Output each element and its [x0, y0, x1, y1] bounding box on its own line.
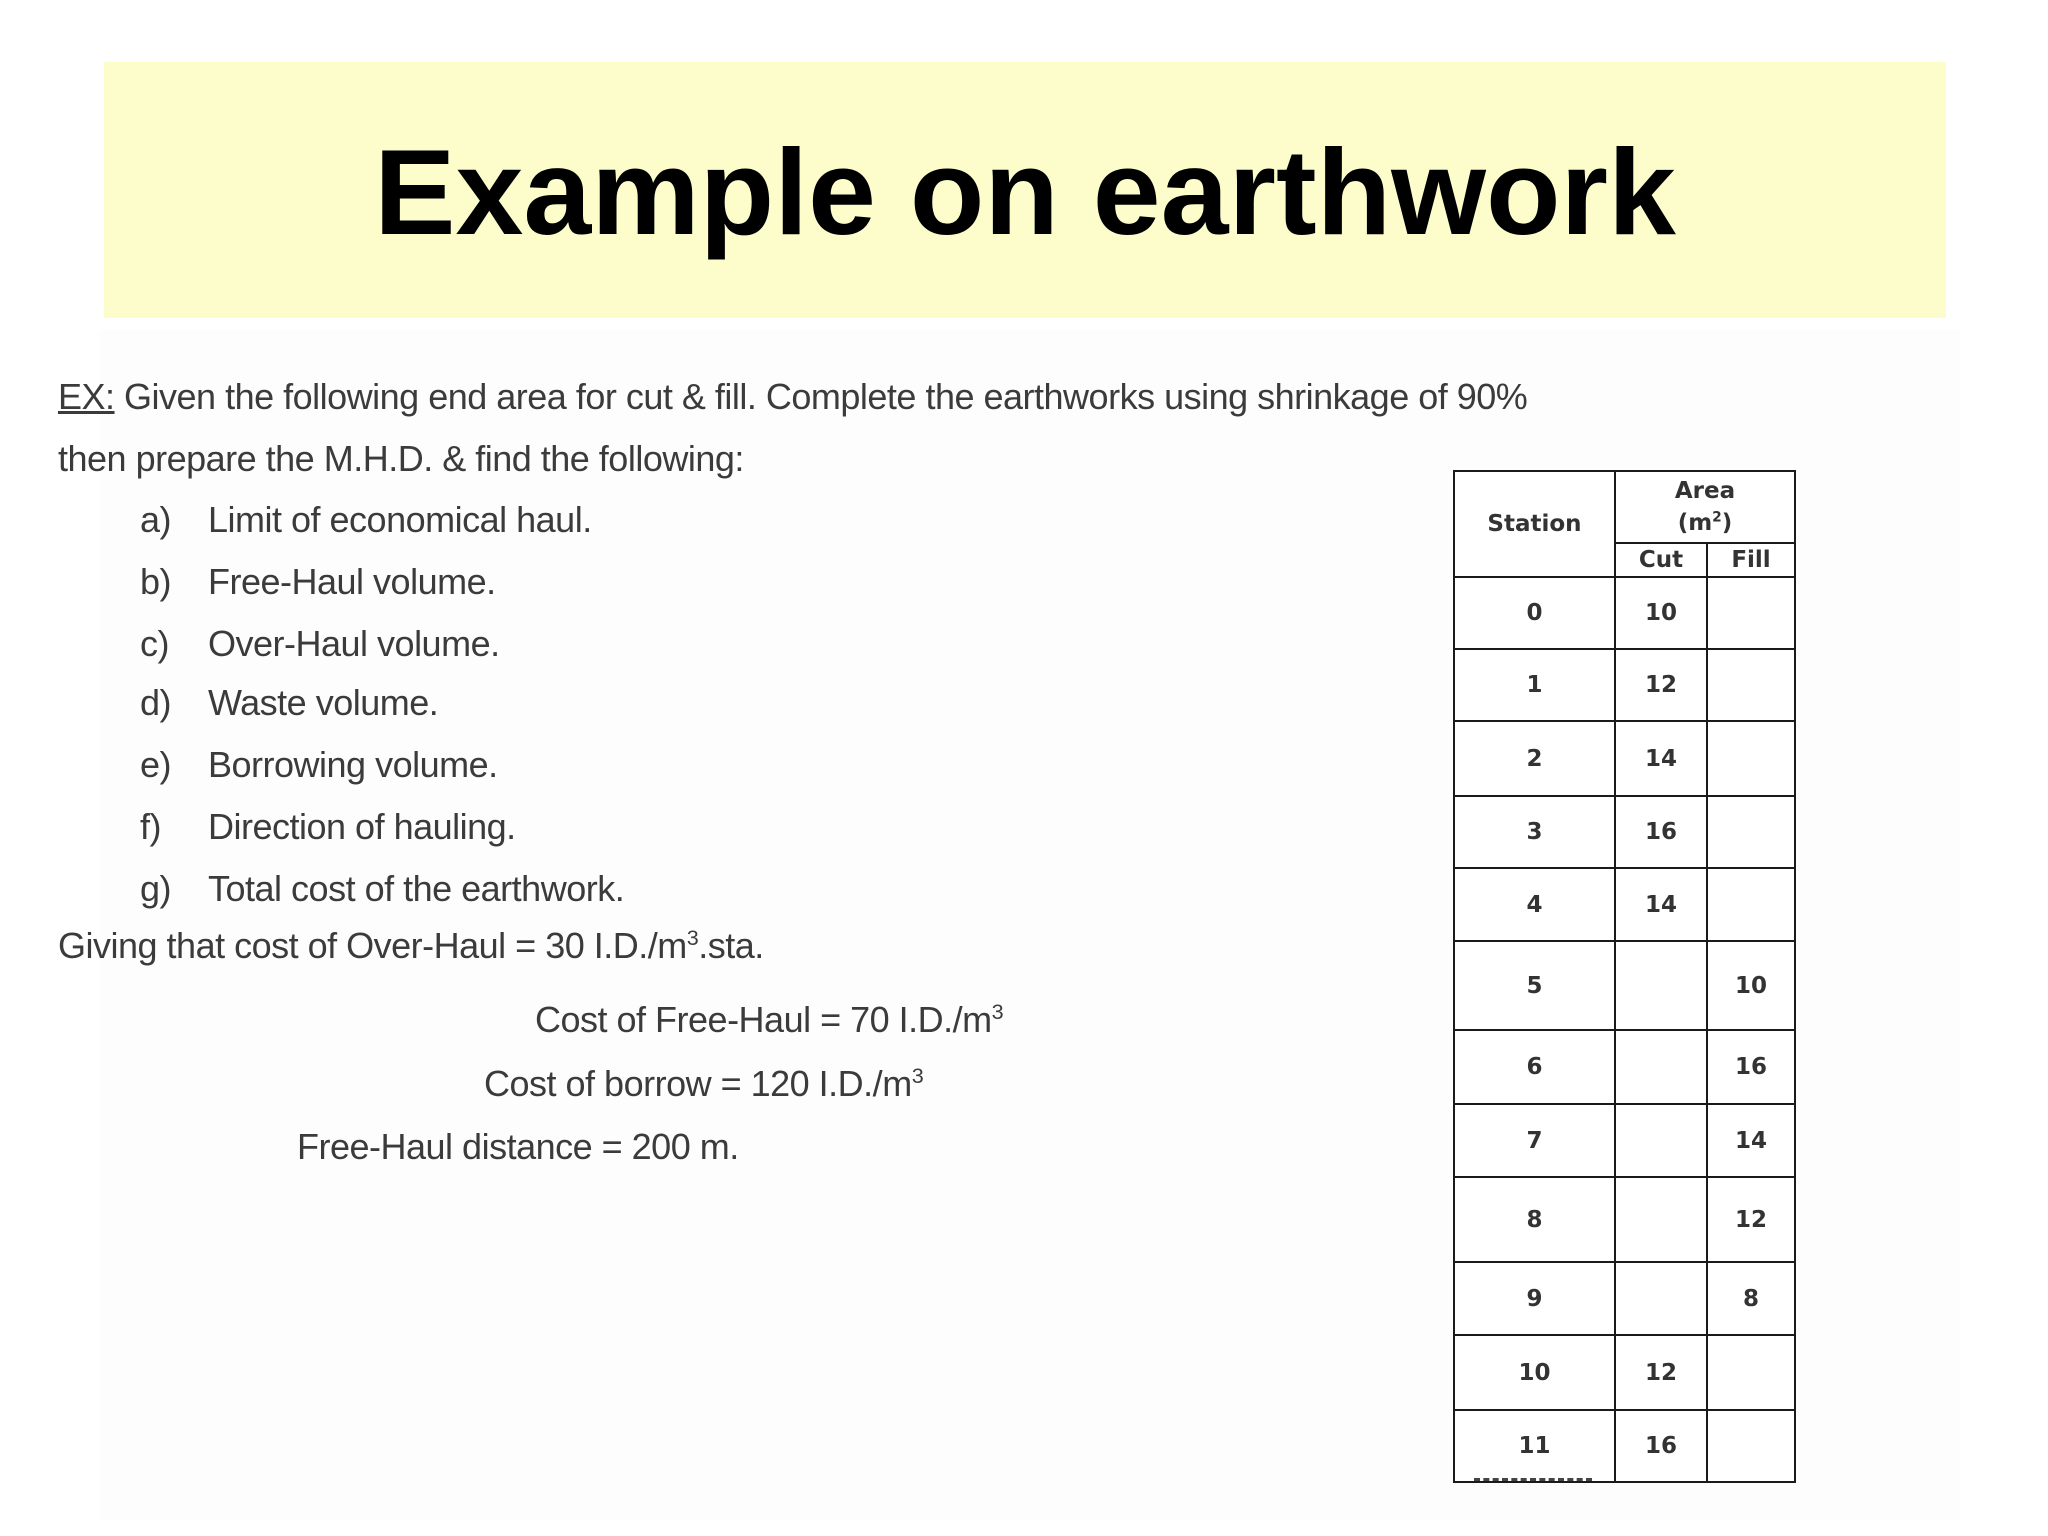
table-row [1454, 941, 1795, 1030]
slide-title: Example on earthwork [374, 124, 1676, 260]
ex-label: EX: [58, 376, 115, 417]
station-cell: 1 [1454, 649, 1615, 721]
item-letter: b) [140, 561, 172, 602]
fill-cell [1707, 868, 1795, 941]
fill-cell: 14 [1707, 1104, 1795, 1177]
table-row [1454, 1410, 1795, 1482]
item-text: Free-Haul volume. [208, 561, 496, 602]
cut-cell [1615, 1177, 1707, 1262]
station-cell: 3 [1454, 796, 1615, 868]
cut-cell: 10 [1615, 577, 1707, 649]
cut-cell [1615, 1104, 1707, 1177]
item-text: Limit of economical haul. [208, 499, 592, 540]
end-area-table [1453, 470, 1796, 1483]
borrow-cost [484, 1062, 923, 1106]
table-row [1454, 1262, 1795, 1335]
station-cell: 6 [1454, 1030, 1615, 1104]
station-cell: 2 [1454, 721, 1615, 796]
item-letter: c) [140, 623, 169, 664]
intro-line-1 [58, 375, 1527, 419]
cut-cell [1615, 941, 1707, 1030]
fill-cell [1707, 649, 1795, 721]
station-cell: 11 [1454, 1410, 1615, 1482]
cut-cell: 12 [1615, 1335, 1707, 1410]
borrow-cost-text: Cost of borrow = 120 I.D./m [484, 1063, 912, 1104]
item-text: Over-Haul volume. [208, 623, 500, 664]
station-cell: 0 [1454, 577, 1615, 649]
item-letter: d) [140, 682, 172, 723]
table-header-row [1454, 471, 1795, 543]
cropped-text-fragment [1474, 1478, 1592, 1489]
borrow-cost-sup: 3 [911, 1063, 924, 1088]
title-band [104, 62, 1946, 318]
overhaul-cost-sup: 3 [686, 925, 699, 950]
fill-cell [1707, 1410, 1795, 1482]
station-cell: 10 [1454, 1335, 1615, 1410]
item-text: Direction of hauling. [208, 806, 516, 847]
area-unit-sup: 2 [1712, 509, 1722, 526]
table-row [1454, 1030, 1795, 1104]
cut-cell: 16 [1615, 1410, 1707, 1482]
cut-header: Cut [1615, 543, 1707, 577]
item-letter: e) [140, 744, 172, 785]
station-header: Station [1454, 471, 1615, 577]
fill-cell: 16 [1707, 1030, 1795, 1104]
table-row [1454, 1335, 1795, 1410]
list-item [140, 498, 592, 542]
list-item [140, 743, 498, 787]
freehaul-distance: Free-Haul distance = 200 m. [297, 1126, 739, 1167]
area-unit-suffix: ) [1721, 510, 1733, 536]
fill-header: Fill [1707, 543, 1795, 577]
station-cell: 4 [1454, 868, 1615, 941]
fill-cell [1707, 577, 1795, 649]
fill-cell: 10 [1707, 941, 1795, 1030]
station-cell: 9 [1454, 1262, 1615, 1335]
table-row [1454, 721, 1795, 796]
area-header-label: Area [1674, 478, 1736, 504]
list-item [140, 805, 516, 849]
fill-cell [1707, 796, 1795, 868]
fill-cell [1707, 1335, 1795, 1410]
fill-cell [1707, 721, 1795, 796]
item-text: Waste volume. [208, 682, 439, 723]
table-row [1454, 796, 1795, 868]
cut-cell: 16 [1615, 796, 1707, 868]
list-item [140, 560, 496, 604]
intro-text-1: Given the following end area for cut & fill. Complete the earthworks using shrinkage of 90% [114, 376, 1528, 417]
station-cell: 8 [1454, 1177, 1615, 1262]
table-row [1454, 868, 1795, 941]
table-row [1454, 577, 1795, 649]
cut-cell [1615, 1262, 1707, 1335]
station-cell: 7 [1454, 1104, 1615, 1177]
station-cell: 5 [1454, 941, 1615, 1030]
freehaul-cost-sup: 3 [991, 999, 1004, 1024]
overhaul-cost [58, 924, 764, 968]
item-text: Total cost of the earthwork. [208, 868, 625, 909]
list-item [140, 681, 438, 725]
overhaul-cost-text: Giving that cost of Over-Haul = 30 I.D./m [58, 925, 687, 966]
freehaul-cost [535, 998, 1003, 1042]
item-letter: a) [140, 499, 172, 540]
cut-cell: 14 [1615, 721, 1707, 796]
table-row [1454, 1177, 1795, 1262]
table-row [1454, 1104, 1795, 1177]
freehaul-cost-text: Cost of Free-Haul = 70 I.D./m [535, 999, 992, 1040]
cut-cell: 14 [1615, 868, 1707, 941]
list-item [140, 867, 624, 911]
area-header [1615, 471, 1795, 543]
item-text: Borrowing volume. [208, 744, 498, 785]
overhaul-cost-suffix: .sta. [698, 925, 764, 966]
item-letter: f) [140, 806, 161, 847]
cut-cell: 12 [1615, 649, 1707, 721]
item-letter: g) [140, 868, 172, 909]
cut-cell [1615, 1030, 1707, 1104]
area-unit-text: (m [1677, 510, 1713, 536]
table-row [1454, 649, 1795, 721]
list-item [140, 622, 500, 666]
fill-cell: 12 [1707, 1177, 1795, 1262]
fill-cell: 8 [1707, 1262, 1795, 1335]
intro-line-2: then prepare the M.H.D. & find the following: [58, 438, 744, 479]
